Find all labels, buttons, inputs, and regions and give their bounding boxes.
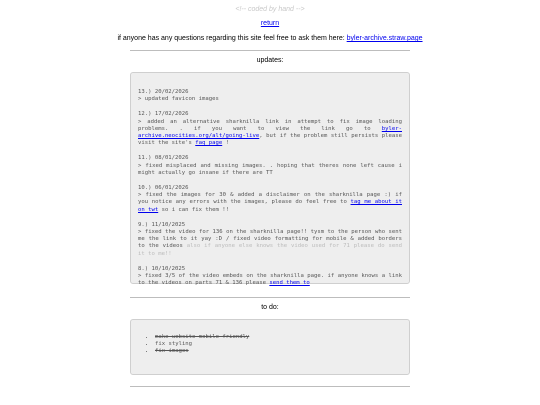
update-text: > fixed misplaced and missing images. . hoping that theres none left cause i might actually go insane if there are TT	[138, 162, 402, 176]
alt-site-link[interactable]: byler-archive.neocities.org/alt/going-live	[138, 125, 402, 140]
todo-box	[130, 319, 410, 375]
update-entry	[138, 111, 402, 147]
todo-title: to do:	[261, 304, 279, 311]
updates-title: updates:	[256, 57, 284, 64]
update-date: 10.) 06/01/2026	[138, 185, 189, 192]
update-text: > fixed 3/5 of the video embeds on the sharknilla page. if anyone knows a link to the videos on parts 71 & 136 please	[138, 273, 402, 287]
todo-item: • make website mobile friendly	[155, 334, 249, 341]
update-text: , but if the problem still persists please visit the site's	[138, 133, 402, 147]
return-link[interactable]: return	[260, 20, 280, 27]
update-entry	[138, 266, 402, 288]
update-entry	[138, 185, 402, 214]
tag-me-link[interactable]: tag me about it on twt	[138, 199, 402, 213]
update-text: !	[225, 140, 229, 147]
contact-line	[0, 35, 540, 42]
divider	[130, 297, 410, 298]
update-text: > updated favicon images	[138, 96, 219, 103]
coded-by-hand-comment: <!-- coded by hand -->	[235, 6, 305, 13]
update-text: so i can fix them !!	[161, 206, 229, 213]
update-date: 13.) 20/02/2026	[138, 89, 189, 95]
update-text: > added an alternative sharknilla link in attempt to fix image loading problems. . if you want to view the link go to	[138, 118, 402, 132]
update-faded-text: also if anyone else knows the video used for 71 please do send it to me!!	[138, 243, 402, 257]
todo-list	[145, 334, 249, 356]
update-date: 12.) 17/02/2026	[138, 111, 189, 118]
faq-page-link[interactable]: faq page	[195, 140, 223, 147]
update-date: 9.) 11/10/2025	[138, 221, 186, 228]
divider	[130, 386, 410, 387]
send-them-link[interactable]: send them to	[269, 280, 310, 287]
contact-link[interactable]: byler-archive.straw.page	[346, 35, 423, 42]
update-entry	[138, 89, 402, 103]
updates-box[interactable]	[130, 72, 410, 287]
todo-item: • fix styling	[155, 341, 249, 348]
updates-scroll-area[interactable]	[138, 81, 402, 287]
todo-item: • fix images	[155, 348, 249, 355]
update-date: 8.) 10/10/2025	[138, 265, 186, 272]
update-text: > fixed the images for 30 & added a disclaimer on the sharknilla page :) if you notice any errors with the images, please do feel free to	[138, 192, 402, 206]
update-entry	[138, 155, 402, 177]
update-entry	[138, 222, 402, 258]
update-date: 11.) 08/01/2026	[138, 155, 189, 162]
divider	[130, 50, 410, 51]
contact-text: if anyone has any questions regarding this site feel free to ask them here:	[117, 35, 345, 42]
update-text: > fixed the video for 136 on the sharknilla page!! tysm to the person who sent me the link to it yay :D / fixed video formatting for mobile & added borders to the videos	[138, 229, 402, 250]
return-link-wrap	[0, 20, 540, 27]
